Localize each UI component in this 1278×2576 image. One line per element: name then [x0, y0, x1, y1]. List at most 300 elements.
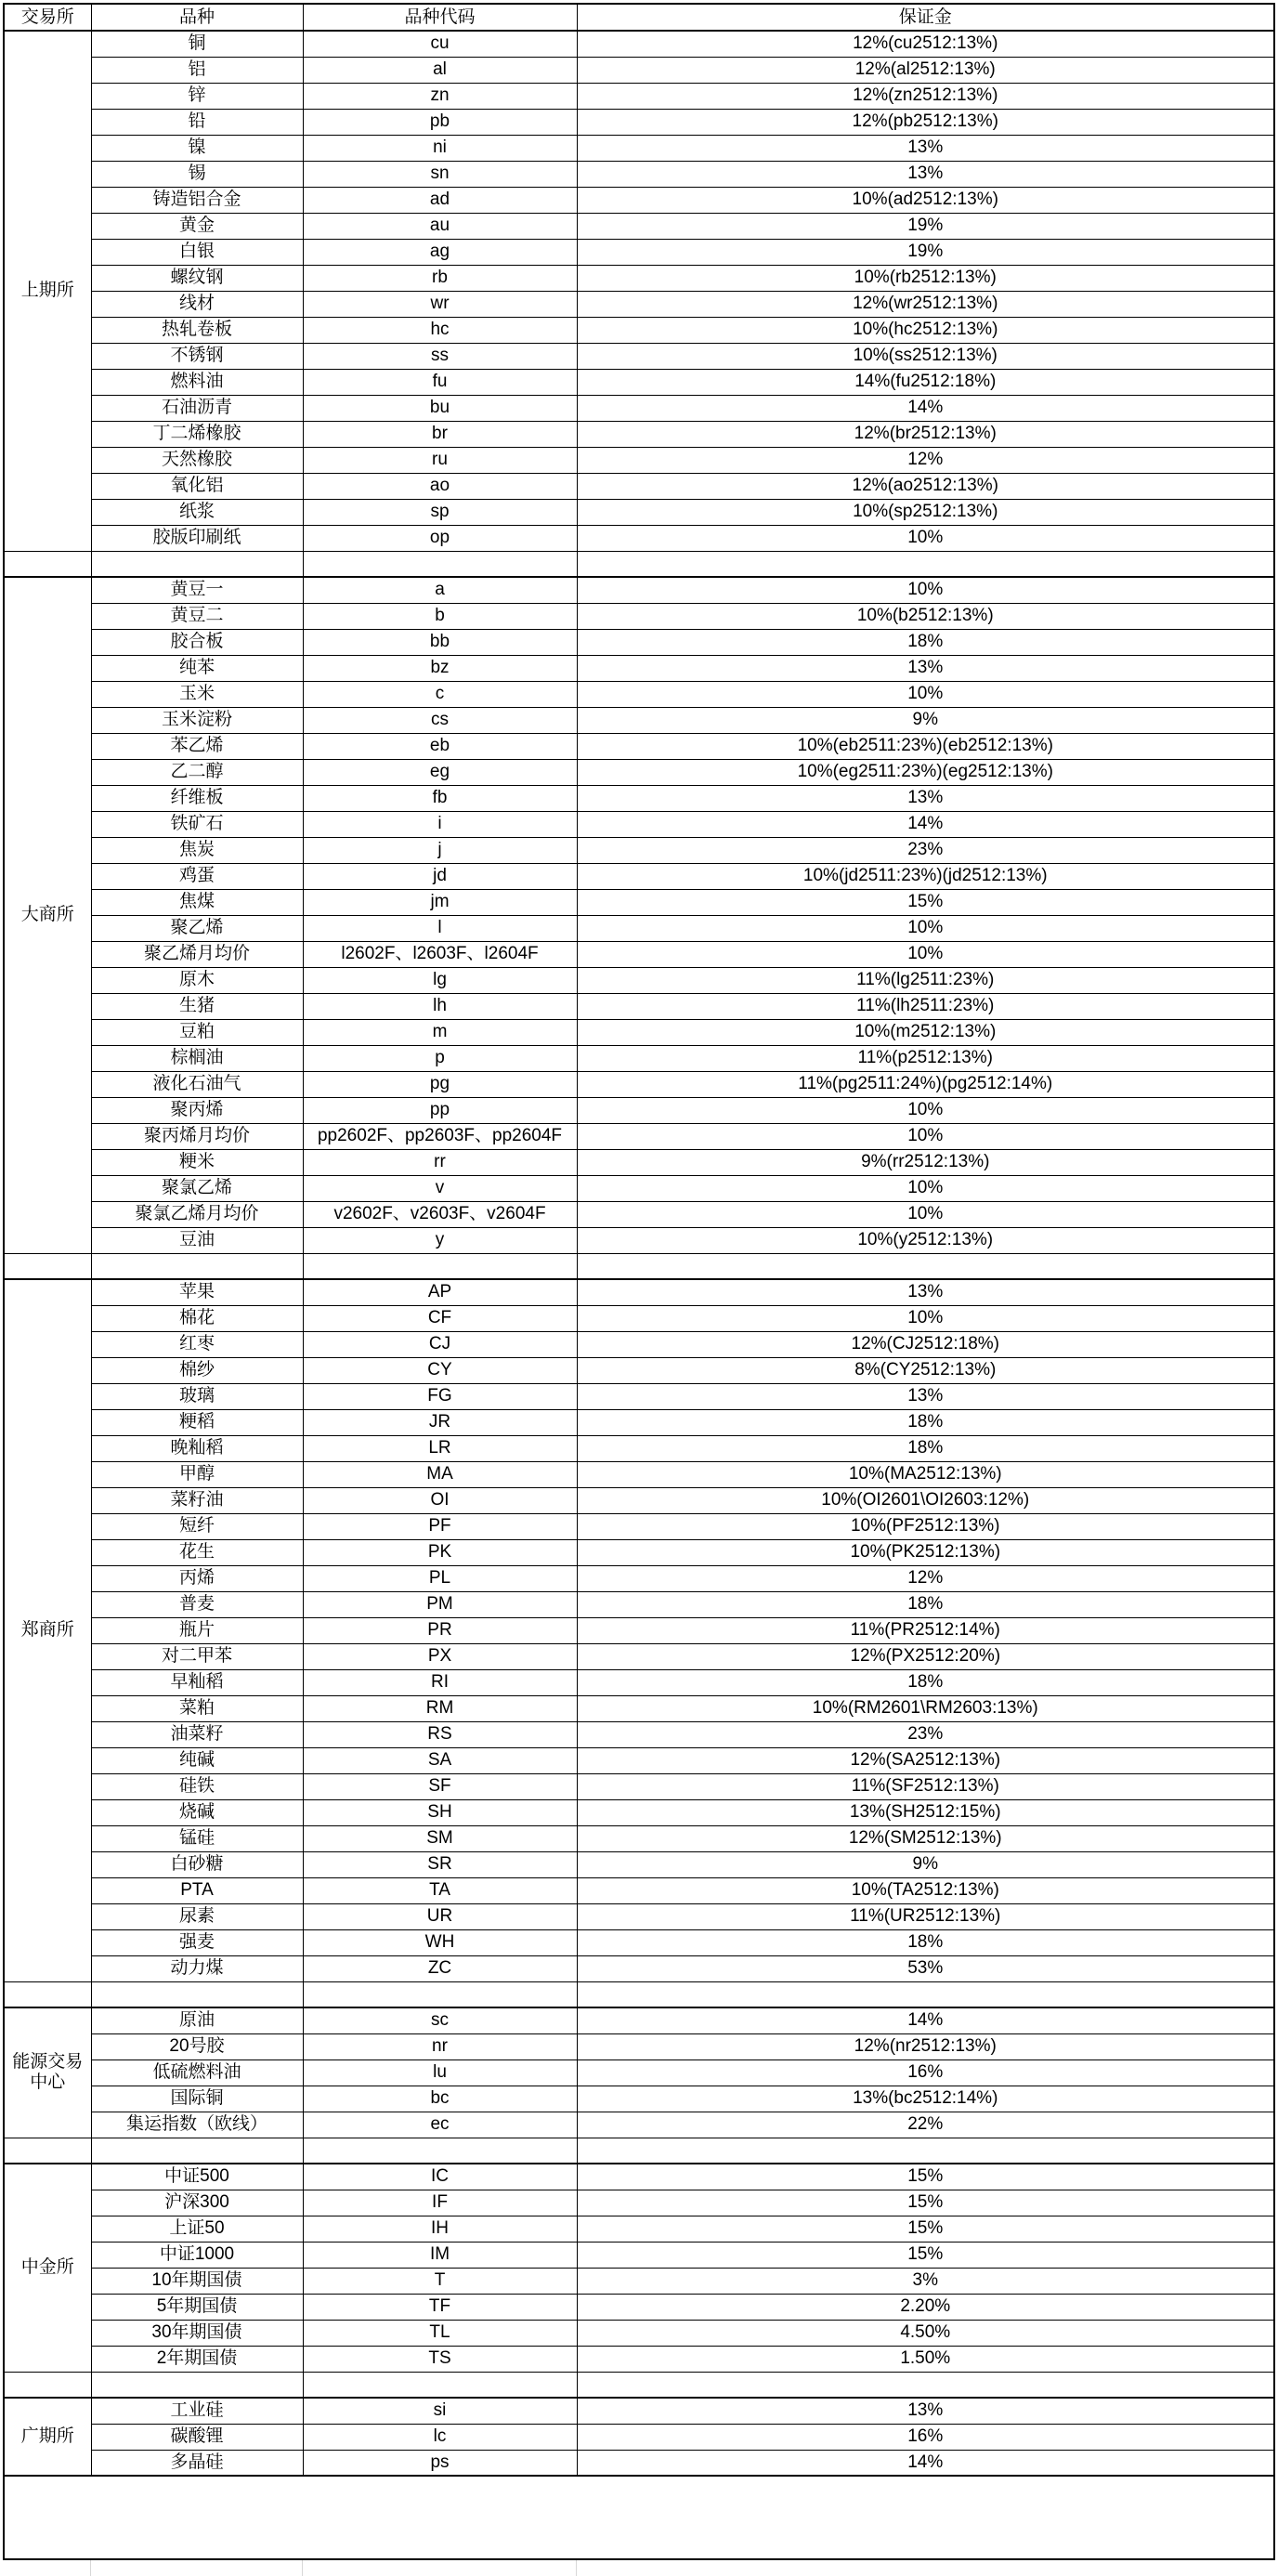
- table-row: [4, 83, 1274, 109]
- margin-cell: 15%: [577, 2190, 1274, 2216]
- empty-cell: [4, 1253, 91, 1279]
- table-row: [4, 239, 1274, 265]
- code-cell: al: [303, 57, 577, 83]
- table-row: [4, 1695, 1274, 1721]
- variety-cell: 鸡蛋: [91, 863, 303, 889]
- exchange-label: 上期所: [4, 31, 91, 551]
- exchange-label: 能源交易中心: [4, 2007, 91, 2138]
- margin-cell: 12%(al2512:13%): [577, 57, 1274, 83]
- table-row: [4, 473, 1274, 499]
- variety-cell: 多晶硅: [91, 2450, 303, 2476]
- margin-cell: 14%: [577, 811, 1274, 837]
- variety-cell: 5年期国债: [91, 2294, 303, 2320]
- variety-cell: 中证500: [91, 2164, 303, 2190]
- code-cell: rr: [303, 1149, 577, 1175]
- faint-gridline: [302, 2560, 303, 2576]
- margin-cell: 11%(PR2512:14%): [577, 1617, 1274, 1643]
- table-header: [4, 4, 1274, 31]
- variety-cell: 粳米: [91, 1149, 303, 1175]
- empty-cell: [577, 1253, 1274, 1279]
- table-row: [4, 577, 1274, 603]
- code-cell: l: [303, 915, 577, 941]
- code-cell: ad: [303, 187, 577, 213]
- margin-cell: 10%: [577, 525, 1274, 551]
- table-row: [4, 1773, 1274, 1799]
- code-cell: PM: [303, 1591, 577, 1617]
- margin-cell: 15%: [577, 889, 1274, 915]
- empty-cell: [577, 2138, 1274, 2164]
- variety-cell: 纯苯: [91, 655, 303, 681]
- margin-cell: 9%: [577, 707, 1274, 733]
- code-cell: CF: [303, 1305, 577, 1331]
- margin-cell: 10%(OI2601\OI2603:12%): [577, 1487, 1274, 1513]
- code-cell: fb: [303, 785, 577, 811]
- code-cell: au: [303, 213, 577, 239]
- variety-cell: 原木: [91, 967, 303, 993]
- exchange-label: 中金所: [4, 2164, 91, 2372]
- margin-cell: 12%(wr2512:13%): [577, 291, 1274, 317]
- empty-cell: [4, 551, 91, 577]
- variety-cell: 棉纱: [91, 1357, 303, 1383]
- table-row: [4, 2346, 1274, 2372]
- table-row: [4, 1669, 1274, 1695]
- col-header-variety: 品种: [91, 4, 303, 31]
- table-row: [4, 1305, 1274, 1331]
- variety-cell: 生猪: [91, 993, 303, 1019]
- table-row: [4, 1383, 1274, 1409]
- table-row: [4, 187, 1274, 213]
- table-row: [4, 707, 1274, 733]
- variety-cell: 胶合板: [91, 629, 303, 655]
- table-row: [4, 655, 1274, 681]
- trailing-empty-row: [4, 2476, 1274, 2559]
- code-cell: TA: [303, 1877, 577, 1903]
- margin-cell: 19%: [577, 213, 1274, 239]
- margin-cell: 13%: [577, 135, 1274, 161]
- margin-cell: 10%(TA2512:13%): [577, 1877, 1274, 1903]
- code-cell: hc: [303, 317, 577, 343]
- margin-cell: 11%(SF2512:13%): [577, 1773, 1274, 1799]
- table-row: [4, 1721, 1274, 1747]
- variety-cell: 天然橡胶: [91, 447, 303, 473]
- exchange-label: 大商所: [4, 577, 91, 1253]
- table-row: [4, 1799, 1274, 1825]
- table-row: [4, 2033, 1274, 2059]
- table-row: [4, 1175, 1274, 1201]
- variety-cell: 菜籽油: [91, 1487, 303, 1513]
- table-row: [4, 1747, 1274, 1773]
- variety-cell: 铅: [91, 109, 303, 135]
- table-row: [4, 109, 1274, 135]
- variety-cell: 国际铜: [91, 2086, 303, 2112]
- margin-cell: 10%(b2512:13%): [577, 603, 1274, 629]
- table-row: [4, 941, 1274, 967]
- margin-cell: 10%: [577, 1305, 1274, 1331]
- variety-cell: 碳酸锂: [91, 2424, 303, 2450]
- code-cell: TF: [303, 2294, 577, 2320]
- code-cell: lc: [303, 2424, 577, 2450]
- variety-cell: 菜粕: [91, 1695, 303, 1721]
- table-row: [4, 421, 1274, 447]
- table-row: [4, 317, 1274, 343]
- margin-cell: 22%: [577, 2112, 1274, 2138]
- code-cell: ec: [303, 2112, 577, 2138]
- table-row: [4, 629, 1274, 655]
- variety-cell: 油菜籽: [91, 1721, 303, 1747]
- variety-cell: 聚乙烯月均价: [91, 941, 303, 967]
- variety-cell: 上证50: [91, 2216, 303, 2242]
- code-cell: ss: [303, 343, 577, 369]
- code-cell: ao: [303, 473, 577, 499]
- empty-cell: [91, 551, 303, 577]
- table-row: [4, 2398, 1274, 2424]
- code-cell: sc: [303, 2007, 577, 2033]
- faint-gridline: [576, 2560, 577, 2576]
- variety-cell: 纯碱: [91, 1747, 303, 1773]
- code-cell: pb: [303, 109, 577, 135]
- variety-cell: 白砂糖: [91, 1851, 303, 1877]
- margin-cell: 18%: [577, 1409, 1274, 1435]
- exchange-label: 广期所: [4, 2398, 91, 2476]
- table-row: [4, 2242, 1274, 2268]
- code-cell: TL: [303, 2320, 577, 2346]
- table-row: [4, 2190, 1274, 2216]
- code-cell: PX: [303, 1643, 577, 1669]
- margin-cell: 12%(ao2512:13%): [577, 473, 1274, 499]
- margin-cell: 10%(ad2512:13%): [577, 187, 1274, 213]
- code-cell: IM: [303, 2242, 577, 2268]
- table-row: [4, 1201, 1274, 1227]
- margin-cell: 10%: [577, 915, 1274, 941]
- code-cell: sp: [303, 499, 577, 525]
- margin-cell: 12%(zn2512:13%): [577, 83, 1274, 109]
- code-cell: SM: [303, 1825, 577, 1851]
- table-row: [4, 369, 1274, 395]
- table-row: [4, 291, 1274, 317]
- table-row: [4, 525, 1274, 551]
- code-cell: IH: [303, 2216, 577, 2242]
- variety-cell: 花生: [91, 1539, 303, 1565]
- table-row: [4, 343, 1274, 369]
- variety-cell: 2年期国债: [91, 2346, 303, 2372]
- variety-cell: 红枣: [91, 1331, 303, 1357]
- empty-cell: [91, 1253, 303, 1279]
- variety-cell: 不锈钢: [91, 343, 303, 369]
- code-cell: rb: [303, 265, 577, 291]
- variety-cell: 聚丙烯: [91, 1097, 303, 1123]
- variety-cell: 普麦: [91, 1591, 303, 1617]
- code-cell: zn: [303, 83, 577, 109]
- code-cell: LR: [303, 1435, 577, 1461]
- variety-cell: 低硫燃料油: [91, 2059, 303, 2086]
- margin-cell: 18%: [577, 1435, 1274, 1461]
- bottom-gridline-strip: [3, 2560, 1273, 2576]
- col-header-margin: 保证金: [577, 4, 1274, 31]
- variety-cell: 纤维板: [91, 785, 303, 811]
- variety-cell: 锰硅: [91, 1825, 303, 1851]
- table-row: [4, 2007, 1274, 2033]
- margin-cell: 19%: [577, 239, 1274, 265]
- variety-cell: 聚乙烯: [91, 915, 303, 941]
- col-header-code: 品种代码: [303, 4, 577, 31]
- code-cell: SR: [303, 1851, 577, 1877]
- variety-cell: 晚籼稻: [91, 1435, 303, 1461]
- code-cell: ZC: [303, 1955, 577, 1981]
- table-row: [4, 603, 1274, 629]
- variety-cell: 尿素: [91, 1903, 303, 1929]
- variety-cell: 早籼稻: [91, 1669, 303, 1695]
- margin-cell: 11%(lg2511:23%): [577, 967, 1274, 993]
- margin-cell: 12%(CJ2512:18%): [577, 1331, 1274, 1357]
- table-row: [4, 759, 1274, 785]
- col-header-exchange: 交易所: [4, 4, 91, 31]
- margin-cell: 2.20%: [577, 2294, 1274, 2320]
- code-cell: bb: [303, 629, 577, 655]
- margin-cell: 11%(pg2511:24%)(pg2512:14%): [577, 1071, 1274, 1097]
- code-cell: bc: [303, 2086, 577, 2112]
- variety-cell: 集运指数（欧线）: [91, 2112, 303, 2138]
- margin-cell: 10%(eg2511:23%)(eg2512:13%): [577, 759, 1274, 785]
- margin-cell: 13%(SH2512:15%): [577, 1799, 1274, 1825]
- table-row: [4, 863, 1274, 889]
- margin-cell: 10%(RM2601\RM2603:13%): [577, 1695, 1274, 1721]
- empty-cell: [303, 2372, 577, 2398]
- margin-cell: 11%(p2512:13%): [577, 1045, 1274, 1071]
- table-row: [4, 1123, 1274, 1149]
- variety-cell: 30年期国债: [91, 2320, 303, 2346]
- table-row: [4, 2164, 1274, 2190]
- margin-table: [3, 3, 1275, 2560]
- table-row: [4, 2450, 1274, 2476]
- code-cell: y: [303, 1227, 577, 1253]
- variety-cell: 甲醇: [91, 1461, 303, 1487]
- margin-cell: 10%(PK2512:13%): [577, 1539, 1274, 1565]
- table-row: [4, 785, 1274, 811]
- margin-cell: 15%: [577, 2164, 1274, 2190]
- variety-cell: 苯乙烯: [91, 733, 303, 759]
- margin-cell: 13%: [577, 1383, 1274, 1409]
- variety-cell: 10年期国债: [91, 2268, 303, 2294]
- margin-cell: 12%(br2512:13%): [577, 421, 1274, 447]
- separator-row: [4, 1981, 1274, 2007]
- margin-cell: 9%: [577, 1851, 1274, 1877]
- code-cell: CY: [303, 1357, 577, 1383]
- variety-cell: 豆粕: [91, 1019, 303, 1045]
- variety-cell: 工业硅: [91, 2398, 303, 2424]
- variety-cell: 玻璃: [91, 1383, 303, 1409]
- variety-cell: 棕榈油: [91, 1045, 303, 1071]
- margin-cell: 13%(bc2512:14%): [577, 2086, 1274, 2112]
- margin-cell: 12%(PX2512:20%): [577, 1643, 1274, 1669]
- margin-cell: 12%(SA2512:13%): [577, 1747, 1274, 1773]
- empty-cell: [303, 551, 577, 577]
- margin-cell: 1.50%: [577, 2346, 1274, 2372]
- margin-cell: 12%: [577, 447, 1274, 473]
- variety-cell: 镍: [91, 135, 303, 161]
- variety-cell: 铜: [91, 31, 303, 57]
- code-cell: cs: [303, 707, 577, 733]
- margin-cell: 14%: [577, 395, 1274, 421]
- variety-cell: 石油沥青: [91, 395, 303, 421]
- margin-cell: 23%: [577, 837, 1274, 863]
- empty-cell: [91, 2372, 303, 2398]
- variety-cell: 铸造铝合金: [91, 187, 303, 213]
- trailing-empty-cell: [4, 2476, 1274, 2559]
- code-cell: lu: [303, 2059, 577, 2086]
- variety-cell: 瓶片: [91, 1617, 303, 1643]
- header-row: [4, 4, 1274, 31]
- table-row: [4, 1227, 1274, 1253]
- code-cell: SH: [303, 1799, 577, 1825]
- table-row: [4, 733, 1274, 759]
- margin-cell: 15%: [577, 2216, 1274, 2242]
- code-cell: T: [303, 2268, 577, 2294]
- code-cell: SA: [303, 1747, 577, 1773]
- code-cell: v2602F、v2603F、v2604F: [303, 1201, 577, 1227]
- empty-cell: [91, 1981, 303, 2007]
- variety-cell: 线材: [91, 291, 303, 317]
- code-cell: PL: [303, 1565, 577, 1591]
- margin-cell: 18%: [577, 1929, 1274, 1955]
- code-cell: i: [303, 811, 577, 837]
- margin-sheet: [3, 3, 1273, 2576]
- variety-cell: 丙烯: [91, 1565, 303, 1591]
- table-row: [4, 1279, 1274, 1305]
- code-cell: OI: [303, 1487, 577, 1513]
- margin-cell: 53%: [577, 1955, 1274, 1981]
- table-row: [4, 1487, 1274, 1513]
- table-row: [4, 395, 1274, 421]
- table-row: [4, 1435, 1274, 1461]
- variety-cell: 聚丙烯月均价: [91, 1123, 303, 1149]
- table-row: [4, 31, 1274, 57]
- variety-cell: 液化石油气: [91, 1071, 303, 1097]
- faint-gridline: [90, 2560, 91, 2576]
- margin-cell: 10%(y2512:13%): [577, 1227, 1274, 1253]
- margin-cell: 11%(lh2511:23%): [577, 993, 1274, 1019]
- variety-cell: 烧碱: [91, 1799, 303, 1825]
- variety-cell: 乙二醇: [91, 759, 303, 785]
- variety-cell: PTA: [91, 1877, 303, 1903]
- margin-cell: 12%: [577, 1565, 1274, 1591]
- variety-cell: 20号胶: [91, 2033, 303, 2059]
- empty-cell: [4, 1981, 91, 2007]
- variety-cell: 强麦: [91, 1929, 303, 1955]
- variety-cell: 纸浆: [91, 499, 303, 525]
- margin-cell: 10%: [577, 577, 1274, 603]
- table-row: [4, 2320, 1274, 2346]
- code-cell: AP: [303, 1279, 577, 1305]
- table-row: [4, 499, 1274, 525]
- margin-cell: 15%: [577, 2242, 1274, 2268]
- table-row: [4, 1149, 1274, 1175]
- empty-cell: [303, 1981, 577, 2007]
- code-cell: si: [303, 2398, 577, 2424]
- table-row: [4, 265, 1274, 291]
- table-row: [4, 1539, 1274, 1565]
- table-row: [4, 1591, 1274, 1617]
- variety-cell: 丁二烯橡胶: [91, 421, 303, 447]
- table-row: [4, 2112, 1274, 2138]
- code-cell: lh: [303, 993, 577, 1019]
- margin-cell: 3%: [577, 2268, 1274, 2294]
- margin-cell: 11%(UR2512:13%): [577, 1903, 1274, 1929]
- table-row: [4, 2059, 1274, 2086]
- margin-cell: 8%(CY2512:13%): [577, 1357, 1274, 1383]
- exchange-label: 郑商所: [4, 1279, 91, 1981]
- table-row: [4, 213, 1274, 239]
- margin-cell: 10%: [577, 1175, 1274, 1201]
- code-cell: jm: [303, 889, 577, 915]
- margin-table-body: [4, 31, 1274, 2559]
- table-row: [4, 1643, 1274, 1669]
- margin-cell: 13%: [577, 655, 1274, 681]
- variety-cell: 黄金: [91, 213, 303, 239]
- table-row: [4, 2424, 1274, 2450]
- margin-cell: 12%(pb2512:13%): [577, 109, 1274, 135]
- margin-cell: 10%: [577, 1097, 1274, 1123]
- table-row: [4, 1929, 1274, 1955]
- margin-cell: 10%(m2512:13%): [577, 1019, 1274, 1045]
- margin-cell: 14%: [577, 2007, 1274, 2033]
- code-cell: FG: [303, 1383, 577, 1409]
- code-cell: SF: [303, 1773, 577, 1799]
- code-cell: RM: [303, 1695, 577, 1721]
- code-cell: a: [303, 577, 577, 603]
- variety-cell: 短纤: [91, 1513, 303, 1539]
- table-row: [4, 1071, 1274, 1097]
- table-row: [4, 161, 1274, 187]
- code-cell: p: [303, 1045, 577, 1071]
- margin-cell: 12%(nr2512:13%): [577, 2033, 1274, 2059]
- table-row: [4, 1331, 1274, 1357]
- empty-cell: [303, 1253, 577, 1279]
- variety-cell: 燃料油: [91, 369, 303, 395]
- variety-cell: 黄豆一: [91, 577, 303, 603]
- margin-cell: 18%: [577, 1669, 1274, 1695]
- code-cell: ni: [303, 135, 577, 161]
- code-cell: JR: [303, 1409, 577, 1435]
- variety-cell: 锌: [91, 83, 303, 109]
- variety-cell: 苹果: [91, 1279, 303, 1305]
- code-cell: PF: [303, 1513, 577, 1539]
- table-row: [4, 681, 1274, 707]
- code-cell: cu: [303, 31, 577, 57]
- margin-cell: 10%: [577, 941, 1274, 967]
- code-cell: nr: [303, 2033, 577, 2059]
- table-row: [4, 1513, 1274, 1539]
- code-cell: MA: [303, 1461, 577, 1487]
- separator-row: [4, 551, 1274, 577]
- variety-cell: 氧化铝: [91, 473, 303, 499]
- table-row: [4, 1357, 1274, 1383]
- margin-cell: 10%(hc2512:13%): [577, 317, 1274, 343]
- table-row: [4, 1409, 1274, 1435]
- code-cell: v: [303, 1175, 577, 1201]
- variety-cell: 豆油: [91, 1227, 303, 1253]
- variety-cell: 棉花: [91, 1305, 303, 1331]
- code-cell: eg: [303, 759, 577, 785]
- table-row: [4, 1045, 1274, 1071]
- separator-row: [4, 2138, 1274, 2164]
- variety-cell: 铝: [91, 57, 303, 83]
- margin-cell: 9%(rr2512:13%): [577, 1149, 1274, 1175]
- margin-cell: 10%(MA2512:13%): [577, 1461, 1274, 1487]
- table-row: [4, 1019, 1274, 1045]
- table-row: [4, 993, 1274, 1019]
- table-row: [4, 2268, 1274, 2294]
- variety-cell: 粳稻: [91, 1409, 303, 1435]
